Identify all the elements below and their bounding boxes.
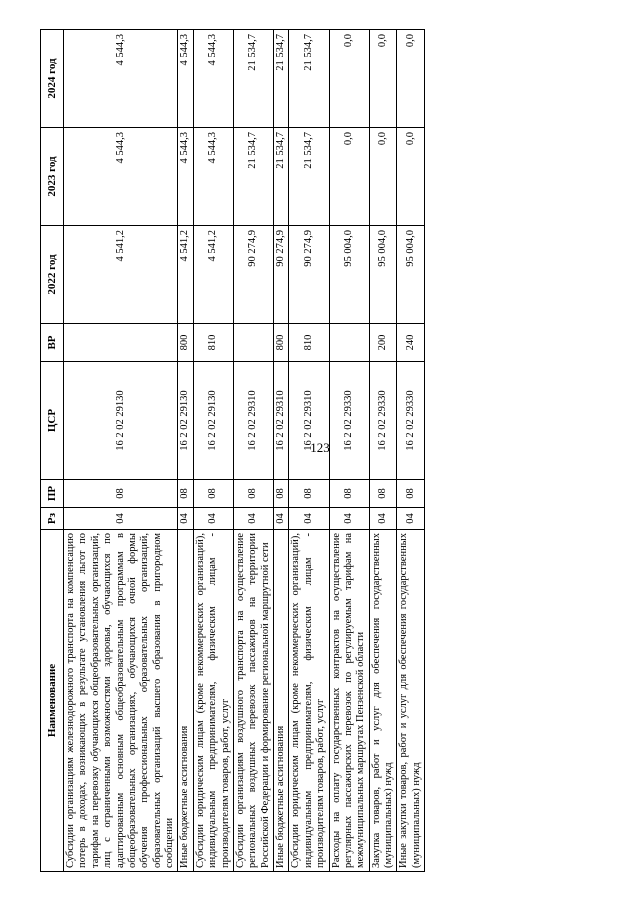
cell-pr: 08 [178, 480, 193, 508]
cell-csr: 16 2 02 29130 [193, 362, 233, 480]
cell-vr: 800 [274, 324, 289, 362]
cell-name: Субсидии организациям железнодорожного транспорта на компенсацию потерь в доходах, возникающих в результате установления льгот по тарифам на перевозку обучающихся общеобразовательных организаций, лиц с ограниченными возможностями здоровья, обучающихся по адаптированным основным общеобразовательным программам в общеобразовательных организациях, обучающихся очной формы обучения профессиональных образовательных организаций, образовательных организаций высшего образования в пригородном сообщении [64, 530, 178, 872]
rotated-table-container [40, 32, 600, 872]
cell-rz: 04 [233, 508, 273, 530]
cell-rz: 04 [397, 508, 425, 530]
cell-rz: 04 [64, 508, 178, 530]
cell-rz: 04 [193, 508, 233, 530]
cell-2023: 4 544,3 [178, 128, 193, 226]
cell-2022: 4 541,2 [178, 226, 193, 324]
cell-name: Иные бюджетные ассигнования [274, 530, 289, 872]
cell-2024: 0,0 [329, 30, 369, 128]
cell-2022: 95 004,0 [329, 226, 369, 324]
cell-2024: 0,0 [369, 30, 397, 128]
header-vr: ВР [41, 324, 64, 362]
table-row [233, 30, 273, 872]
cell-pr: 08 [274, 480, 289, 508]
cell-2023: 0,0 [369, 128, 397, 226]
cell-pr: 08 [233, 480, 273, 508]
cell-rz: 04 [289, 508, 329, 530]
table-header-row [41, 30, 64, 872]
cell-2023: 0,0 [397, 128, 425, 226]
cell-name: Иные закупки товаров, работ и услуг для обеспечения государственных (муниципальных) нужд [397, 530, 425, 872]
cell-name: Иные бюджетные ассигнования [178, 530, 193, 872]
cell-2022: 95 004,0 [397, 226, 425, 324]
cell-2023: 21 534,7 [233, 128, 273, 226]
cell-rz: 04 [178, 508, 193, 530]
table-row [274, 30, 289, 872]
table-body [64, 30, 425, 872]
cell-pr: 08 [193, 480, 233, 508]
cell-csr: 16 2 02 29310 [233, 362, 273, 480]
cell-pr: 08 [369, 480, 397, 508]
cell-vr: 810 [289, 324, 329, 362]
cell-vr [329, 324, 369, 362]
cell-2024: 4 544,3 [64, 30, 178, 128]
cell-pr: 08 [329, 480, 369, 508]
cell-2024: 21 534,7 [274, 30, 289, 128]
cell-2024: 0,0 [397, 30, 425, 128]
table-row [369, 30, 397, 872]
page-number: 123 [310, 440, 330, 455]
cell-2022: 4 541,2 [193, 226, 233, 324]
cell-vr [233, 324, 273, 362]
table-row [178, 30, 193, 872]
cell-2022: 90 274,9 [233, 226, 273, 324]
cell-2023: 4 544,3 [193, 128, 233, 226]
cell-2022: 95 004,0 [369, 226, 397, 324]
cell-vr: 810 [193, 324, 233, 362]
cell-name: Расходы на оплату государственных контрактов на осуществление регулярных пассажирских перевозок по регулируемым тарифам на межмуниципальных маршрутах Пензенской области [329, 530, 369, 872]
cell-vr [64, 324, 178, 362]
table-row [397, 30, 425, 872]
header-pr: ПР [41, 480, 64, 508]
cell-vr: 800 [178, 324, 193, 362]
cell-name: Субсидии организациям воздушного транспорта на осуществление региональных воздушных перевозок пассажиров на территории Российской Федерации и формирование региональной маршрутной сети [233, 530, 273, 872]
cell-2022: 90 274,9 [274, 226, 289, 324]
cell-csr: 16 2 02 29330 [369, 362, 397, 480]
header-2022: 2022 год [41, 226, 64, 324]
cell-2022: 90 274,9 [289, 226, 329, 324]
cell-vr: 240 [397, 324, 425, 362]
header-2023: 2023 год [41, 128, 64, 226]
table-row [64, 30, 178, 872]
cell-pr: 08 [289, 480, 329, 508]
cell-csr: 16 2 02 29130 [178, 362, 193, 480]
cell-name: Субсидии юридическим лицам (кроме некоммерческих организаций), индивидуальным предпринимателям, физическим лицам - производителям товаров, работ, услуг [193, 530, 233, 872]
cell-csr: 16 2 02 29330 [397, 362, 425, 480]
cell-csr: 16 2 02 29310 [289, 362, 329, 480]
cell-2023: 0,0 [329, 128, 369, 226]
header-2024: 2024 год [41, 30, 64, 128]
cell-rz: 04 [274, 508, 289, 530]
cell-csr: 16 2 02 29130 [64, 362, 178, 480]
header-csr: ЦСР [41, 362, 64, 480]
cell-csr: 16 2 02 29330 [329, 362, 369, 480]
cell-rz: 04 [369, 508, 397, 530]
cell-2023: 4 544,3 [64, 128, 178, 226]
table-row [289, 30, 329, 872]
budget-table [40, 29, 425, 872]
cell-rz: 04 [329, 508, 369, 530]
cell-2024: 4 544,3 [193, 30, 233, 128]
cell-2024: 21 534,7 [289, 30, 329, 128]
cell-name: Субсидии юридическим лицам (кроме некоммерческих организаций), индивидуальным предпринимателям, физическим лицам - производителям товаров, работ, услуг [289, 530, 329, 872]
header-name: Наименование [41, 530, 64, 872]
cell-pr: 08 [64, 480, 178, 508]
table-row [329, 30, 369, 872]
cell-pr: 08 [397, 480, 425, 508]
cell-csr: 16 2 02 29310 [274, 362, 289, 480]
cell-2023: 21 534,7 [289, 128, 329, 226]
cell-2024: 4 544,3 [178, 30, 193, 128]
cell-2023: 21 534,7 [274, 128, 289, 226]
table-row [193, 30, 233, 872]
cell-name: Закупка товаров, работ и услуг для обеспечения государственных (муниципальных) нужд [369, 530, 397, 872]
cell-vr: 200 [369, 324, 397, 362]
cell-2022: 4 541,2 [64, 226, 178, 324]
cell-2024: 21 534,7 [233, 30, 273, 128]
header-rz: Рз [41, 508, 64, 530]
